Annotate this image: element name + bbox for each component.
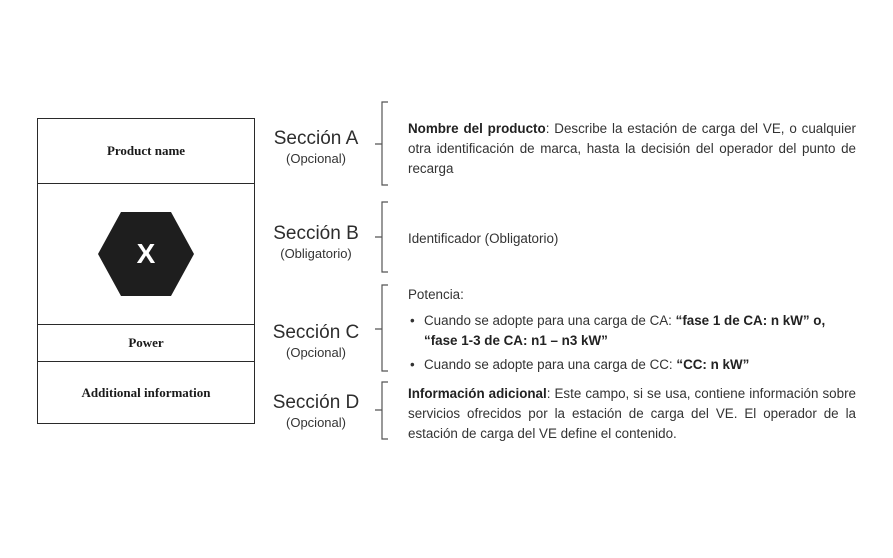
bracket-a-icon (372, 100, 392, 190)
power-text: Power (128, 335, 164, 350)
label-row-product-name (38, 119, 254, 184)
description-b-text: Identificador (Obligatorio) (408, 231, 559, 246)
label-row-identifier (38, 184, 254, 325)
description-d (408, 384, 856, 444)
bullet-2-quote: “CC: n kW” (676, 357, 750, 372)
description-c-heading-text: Potencia: (408, 287, 464, 302)
bullet-2-icon: • (410, 357, 415, 372)
section-a-label (261, 128, 371, 168)
bracket-b-icon (372, 200, 392, 276)
description-a-text: : Describe la estación de carga del VE, o cualquier otra identificación de marca, hasta la decisión del operador del punto de recarga (408, 121, 857, 176)
section-d-name: Sección D (272, 392, 360, 413)
section-a-note: (Opcional) (286, 151, 346, 166)
section-c-label (261, 322, 371, 362)
ev-label-diagram (37, 118, 255, 424)
bracket-c-icon (372, 283, 392, 375)
product-name-text: Product name (106, 143, 186, 158)
description-a-term: Nombre del producto (408, 121, 546, 136)
section-b-label (261, 223, 371, 263)
bullet-2-prefix: Cuando se adopte para una carga de CC: (424, 357, 677, 372)
hexagon-identifier-icon (97, 211, 195, 297)
bullet-1-quote: “fase 1 de CA: n kW” o, “fase 1-3 de CA: n1 – n3 kW” (424, 313, 826, 348)
description-c-bullet-2 (424, 355, 860, 375)
section-b-note: (Obligatorio) (280, 246, 352, 261)
section-d-note: (Opcional) (286, 415, 346, 430)
label-row-power (38, 325, 254, 362)
description-d-term: Información adicional (408, 386, 547, 401)
description-a (408, 119, 856, 179)
identifier-letter: X (136, 238, 156, 269)
bullet-1-icon: • (410, 313, 415, 328)
additional-information-text: Additional information (81, 384, 211, 400)
section-b-name: Sección B (273, 223, 359, 244)
description-c-heading (408, 285, 856, 305)
section-c-note: (Opcional) (286, 345, 346, 360)
description-b (408, 229, 856, 249)
bullet-1-prefix: Cuando se adopte para una carga de CA: (424, 313, 676, 328)
bracket-d-icon (372, 380, 392, 444)
description-c-bullet-1 (424, 311, 860, 351)
section-c-name: Sección C (272, 322, 360, 343)
description-d-text: : Este campo, si se usa, contiene información sobre servicios ofrecidos por la estación de carga del VE. El operador de la estación de carga del VE define el contenido. (408, 386, 856, 441)
section-a-name: Sección A (273, 128, 359, 149)
label-row-additional-info (38, 362, 254, 423)
section-d-label (261, 392, 371, 432)
